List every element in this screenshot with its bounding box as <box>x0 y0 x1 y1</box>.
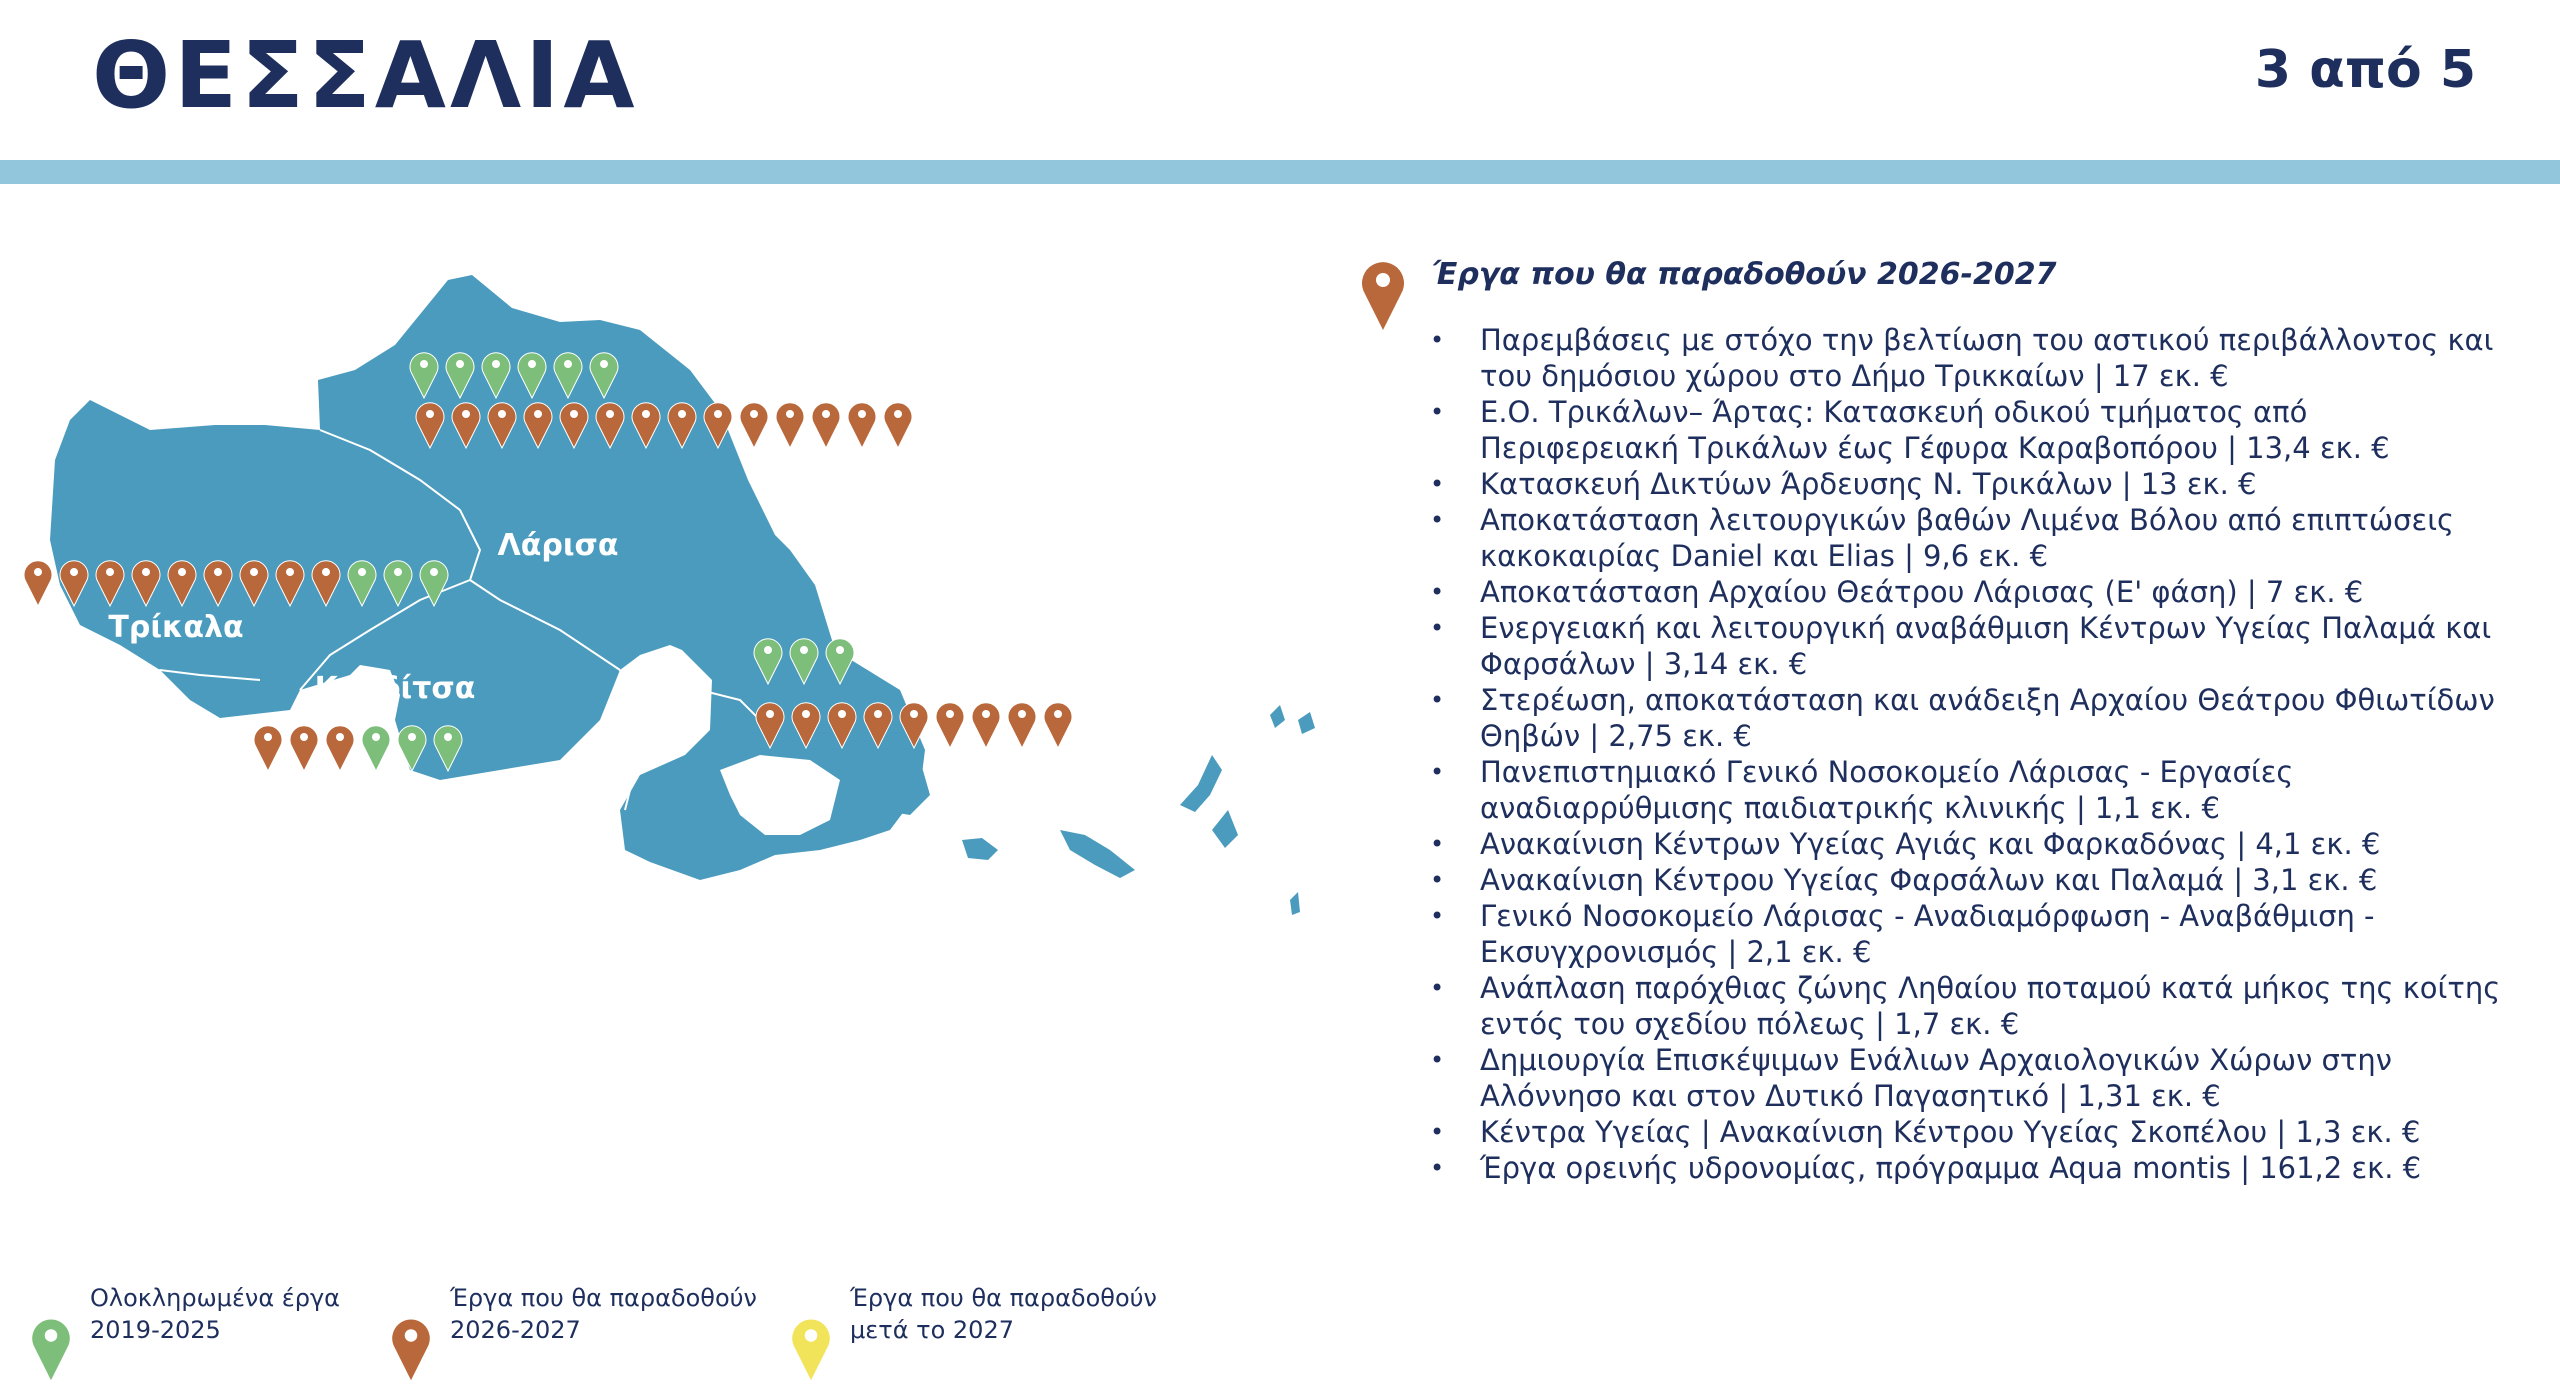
island-shape-kyra-panagia <box>1212 810 1238 848</box>
island-shape-gioura <box>1298 712 1315 734</box>
region-label: Τρίκαλα <box>108 610 244 645</box>
list-item: • Γενικό Νοσοκομείο Λάρισας - Αναδιαμόρφωση - Αναβάθμιση - Εκσυγχρονισμός | 2,1 εκ. € <box>1420 898 2510 970</box>
section-title: Έργα που θα παραδοθούν 2026-2027 <box>1432 256 2057 292</box>
region-label: Μαγνησία <box>618 873 788 908</box>
region-label: Καρδίτσα <box>314 671 476 706</box>
island-shape-peristera <box>1270 705 1285 728</box>
thessaly-map <box>0 250 1330 990</box>
orange-map-pin-icon <box>326 726 354 771</box>
list-item: • Ενεργειακή και λειτουργική αναβάθμιση Κέντρων Υγείας Παλαμά και Φαρσάλων | 3,14 εκ. € <box>1420 610 2510 682</box>
orange-map-pin-icon <box>812 403 840 448</box>
project-list <box>1420 322 2510 1186</box>
yellow-map-pin-icon <box>790 1282 832 1390</box>
list-item: • Ανακαίνιση Κέντρων Υγείας Αγιάς και Φαρκαδόνας | 4,1 εκ. € <box>1420 826 2510 862</box>
list-item: • Αποκατάσταση λειτουργικών βαθών Λιμένα Βόλου από επιπτώσεις κακοκαιρίας Daniel και Elias | 9,6 εκ. € <box>1420 502 2510 574</box>
island-shape-skiathos <box>962 838 998 860</box>
legend-item-completed <box>30 1282 340 1390</box>
list-item: • Ανάπλαση παρόχθιας ζώνης Ληθαίου ποταμού κατά μήκος της κοίτης εντός του σχεδίου πόλεως | 1,7 εκ. € <box>1420 970 2510 1042</box>
orange-map-pin-icon <box>848 403 876 448</box>
list-item: • Κατασκευή Δικτύων Άρδευσης Ν. Τρικάλων | 13 εκ. € <box>1420 466 2510 502</box>
list-item: • Στερέωση, αποκατάσταση και ανάδειξη Αρχαίου Θεάτρου Φθιωτίδων Θηβών | 2,75 εκ. € <box>1420 682 2510 754</box>
header-divider-band <box>0 160 2560 184</box>
legend-label: Ολοκληρωμένα έργα 2019-2025 <box>90 1284 340 1344</box>
legend-item-after-2027 <box>790 1282 1157 1390</box>
map-regions <box>50 275 1315 915</box>
island-shape-alonissos <box>1180 755 1222 812</box>
orange-map-pin-icon <box>390 1282 432 1390</box>
region-label: Λάρισα <box>497 528 619 563</box>
list-item: • Κέντρα Υγείας | Ανακαίνιση Κέντρου Υγείας Σκοπέλου | 1,3 εκ. € <box>1420 1114 2510 1150</box>
green-map-pin-icon <box>362 726 390 771</box>
page-title: ΘΕΣΣΑΛΙΑ <box>92 22 639 129</box>
legend-label: Έργα που θα παραδοθούν 2026-2027 <box>450 1284 757 1344</box>
green-map-pin-icon <box>30 1282 72 1390</box>
list-item: • Ανακαίνιση Κέντρου Υγείας Φαρσάλων και Παλαμά | 3,1 εκ. € <box>1420 862 2510 898</box>
orange-map-pin-icon <box>936 703 964 748</box>
list-item: • Ε.Ο. Τρικάλων– Άρτας: Κατασκευή οδικού τμήματος από Περιφερειακή Τρικάλων έως Γέφυρα Καραβοπόρου | 13,4 εκ. € <box>1420 394 2510 466</box>
orange-map-pin-icon <box>884 403 912 448</box>
orange-map-pin-icon <box>254 726 282 771</box>
list-item: • Αποκατάσταση Αρχαίου Θεάτρου Λάρισας (Ε' φάση) | 7 εκ. € <box>1420 574 2510 610</box>
list-item: • Δημιουργία Επισκέψιμων Ενάλιων Αρχαιολογικών Χώρων στην Αλόννησο και στον Δυτικό Παγασητικό | 1,31 εκ. € <box>1420 1042 2510 1114</box>
orange-map-pin-icon <box>1008 703 1036 748</box>
orange-map-pin-icon <box>290 726 318 771</box>
page-counter: 3 από 5 <box>2254 40 2476 100</box>
list-item: • Πανεπιστημιακό Γενικό Νοσοκομείο Λάρισας - Εργασίες αναδιαρρύθμισης παιδιατρικής κλινικής | 1,1 εκ. € <box>1420 754 2510 826</box>
orange-map-pin-icon <box>24 561 52 606</box>
island-shape-piperi <box>1290 892 1300 915</box>
legend <box>30 1282 1330 1362</box>
orange-map-pin-icon <box>972 703 1000 748</box>
orange-map-pin-icon <box>1044 703 1072 748</box>
legend-label: Έργα που θα παραδοθούν μετά το 2027 <box>850 1284 1157 1344</box>
island-shape-skopelos <box>1060 830 1135 878</box>
legend-item-2026-2027 <box>390 1282 757 1390</box>
orange-map-pin-icon <box>740 403 768 448</box>
list-item: • Παρεμβάσεις με στόχο την βελτίωση του αστικού περιβάλλοντος και του δημόσιου χώρου στο Δήμο Τρικκαίων | 17 εκ. € <box>1420 322 2510 394</box>
map-svg <box>0 250 1330 990</box>
orange-map-pin-icon <box>1360 256 1406 336</box>
orange-map-pin-icon <box>776 403 804 448</box>
list-item: • Έργα ορεινής υδρονομίας, πρόγραμμα Aqua montis | 161,2 εκ. € <box>1420 1150 2510 1186</box>
